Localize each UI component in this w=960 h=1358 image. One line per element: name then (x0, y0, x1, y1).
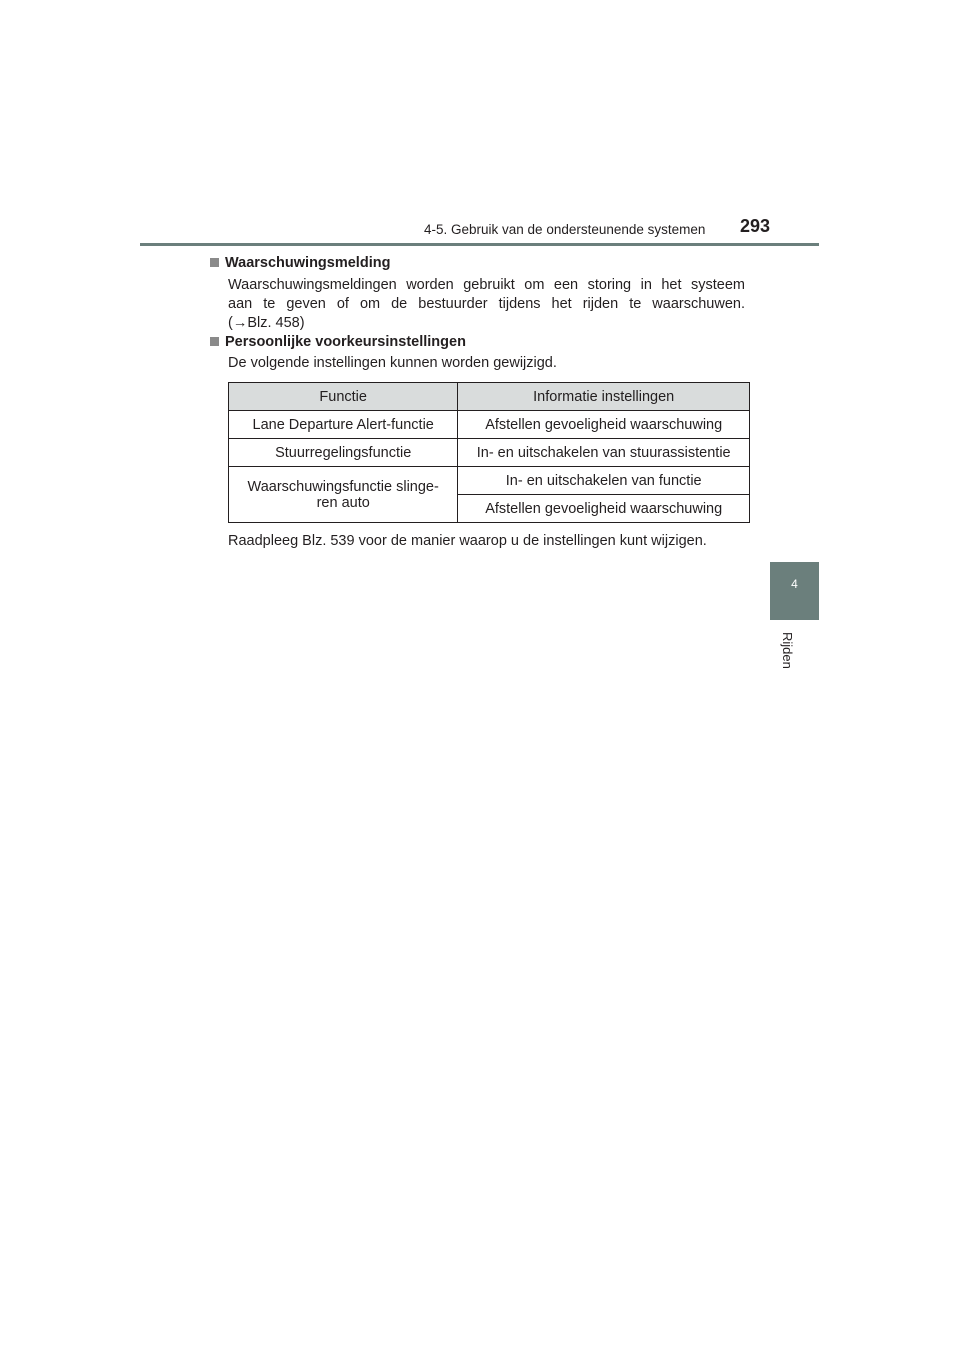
settings-table (228, 382, 750, 523)
table-cell: Afstellen gevoeligheid waarschuwing (458, 411, 750, 439)
header-rule (140, 243, 819, 246)
section-body-warning: Waarschuwingsmeldingen worden gebruikt om een storing in het systeem aan te geven of om de bestuurder tijdens het rijden te waarschuwen. (→Blz. 458) (228, 277, 745, 331)
table-cell: Waarschuwingsfunctie slinge- ren auto (229, 467, 458, 523)
column-header: Informatie instellingen (458, 383, 750, 411)
section-body-preferences: De volgende instellingen kunnen worden gewijzigd. (228, 355, 557, 371)
table-cell: Lane Departure Alert-functie (229, 411, 458, 439)
table-header-row (229, 383, 750, 411)
chapter-number: 4 (791, 577, 798, 591)
column-header: Functie (229, 383, 458, 411)
section-title: 4-5. Gebruik van de ondersteunende systemen (424, 222, 706, 237)
table-cell: Afstellen gevoeligheid waarschuwing (458, 495, 750, 523)
chapter-tab[interactable] (770, 562, 819, 620)
table-row (229, 439, 750, 467)
section-heading-preferences: Persoonlijke voorkeursinstellingen (210, 334, 466, 350)
section-heading-warning: Waarschuwingsmelding (210, 255, 390, 271)
table-row (229, 411, 750, 439)
table-row (229, 467, 750, 495)
page-header (140, 216, 819, 246)
page-number: 293 (740, 216, 771, 236)
square-bullet-icon (210, 337, 219, 346)
table-cell: In- en uitschakelen van functie (458, 467, 750, 495)
chapter-label: Rijden (780, 632, 795, 669)
square-bullet-icon (210, 258, 219, 267)
table-cell: In- en uitschakelen van stuurassistentie (458, 439, 750, 467)
table-cell: Stuurregelingsfunctie (229, 439, 458, 467)
footer-note: Raadpleeg Blz. 539 voor de manier waarop u de instellingen kunt wijzigen. (228, 533, 707, 549)
